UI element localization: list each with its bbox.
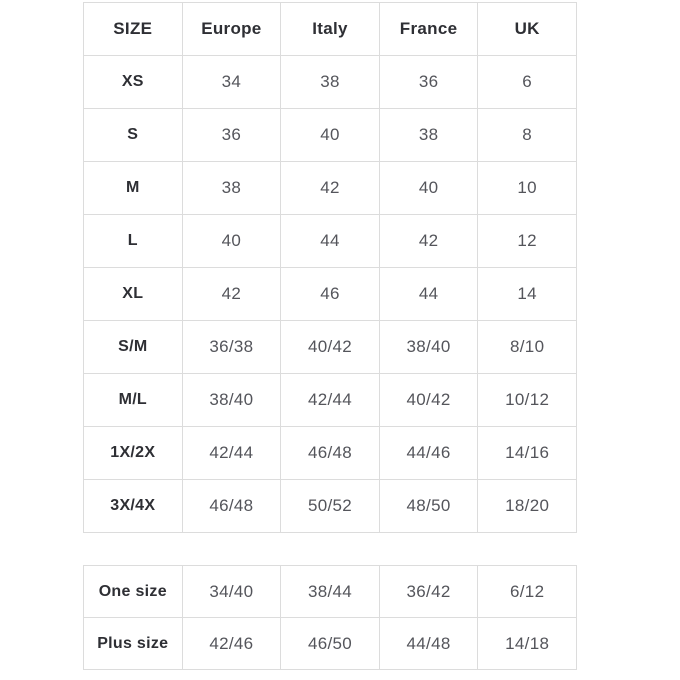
size-label-cell: S/M bbox=[84, 321, 183, 374]
size-value-cell: 14/16 bbox=[478, 427, 577, 480]
size-label-cell: M bbox=[84, 162, 183, 215]
column-header-europe: Europe bbox=[182, 3, 281, 56]
size-value-cell: 46/48 bbox=[281, 427, 380, 480]
header-row bbox=[84, 3, 577, 56]
column-header-uk: UK bbox=[478, 3, 577, 56]
table-row bbox=[84, 162, 577, 215]
size-value-cell: 8/10 bbox=[478, 321, 577, 374]
size-label-cell: XS bbox=[84, 56, 183, 109]
size-label-cell: M/L bbox=[84, 374, 183, 427]
size-value-cell: 38 bbox=[281, 56, 380, 109]
size-value-cell: 36 bbox=[182, 109, 281, 162]
size-value-cell: 42 bbox=[281, 162, 380, 215]
table-row bbox=[84, 109, 577, 162]
size-value-cell: 44 bbox=[379, 268, 478, 321]
table-row bbox=[84, 618, 577, 670]
size-value-cell: 14/18 bbox=[478, 618, 577, 670]
size-value-cell: 38/40 bbox=[182, 374, 281, 427]
size-value-cell: 40 bbox=[281, 109, 380, 162]
size-label-cell: XL bbox=[84, 268, 183, 321]
size-value-cell: 42 bbox=[379, 215, 478, 268]
size-value-cell: 42/44 bbox=[182, 427, 281, 480]
table-row bbox=[84, 427, 577, 480]
size-value-cell: 38/44 bbox=[281, 566, 380, 618]
size-value-cell: 6/12 bbox=[478, 566, 577, 618]
size-value-cell: 40 bbox=[182, 215, 281, 268]
table-row bbox=[84, 321, 577, 374]
tables-container bbox=[83, 2, 577, 670]
size-value-cell: 46 bbox=[281, 268, 380, 321]
size-value-cell: 40/42 bbox=[379, 374, 478, 427]
size-value-cell: 44 bbox=[281, 215, 380, 268]
size-value-cell: 36 bbox=[379, 56, 478, 109]
table-row bbox=[84, 480, 577, 533]
size-label-cell: L bbox=[84, 215, 183, 268]
size-value-cell: 38 bbox=[379, 109, 478, 162]
size-value-cell: 46/48 bbox=[182, 480, 281, 533]
size-value-cell: 18/20 bbox=[478, 480, 577, 533]
size-conversion-table bbox=[83, 2, 577, 533]
table-row bbox=[84, 56, 577, 109]
size-value-cell: 10 bbox=[478, 162, 577, 215]
size-value-cell: 44/48 bbox=[379, 618, 478, 670]
size-value-cell: 44/46 bbox=[379, 427, 478, 480]
size-value-cell: 36/42 bbox=[379, 566, 478, 618]
column-header-france: France bbox=[379, 3, 478, 56]
table-row bbox=[84, 215, 577, 268]
size-label-cell: One size bbox=[84, 566, 183, 618]
size-value-cell: 36/38 bbox=[182, 321, 281, 374]
size-value-cell: 14 bbox=[478, 268, 577, 321]
column-header-italy: Italy bbox=[281, 3, 380, 56]
size-value-cell: 38/40 bbox=[379, 321, 478, 374]
size-value-cell: 6 bbox=[478, 56, 577, 109]
size-label-cell: S bbox=[84, 109, 183, 162]
size-value-cell: 42/46 bbox=[182, 618, 281, 670]
size-value-cell: 8 bbox=[478, 109, 577, 162]
size-value-cell: 10/12 bbox=[478, 374, 577, 427]
size-value-cell: 46/50 bbox=[281, 618, 380, 670]
special-sizes-table bbox=[83, 565, 577, 670]
size-value-cell: 34/40 bbox=[182, 566, 281, 618]
size-value-cell: 34 bbox=[182, 56, 281, 109]
size-value-cell: 12 bbox=[478, 215, 577, 268]
size-label-cell: Plus size bbox=[84, 618, 183, 670]
size-label-cell: 3X/4X bbox=[84, 480, 183, 533]
size-value-cell: 42 bbox=[182, 268, 281, 321]
size-label-cell: 1X/2X bbox=[84, 427, 183, 480]
table-row bbox=[84, 374, 577, 427]
table-row bbox=[84, 566, 577, 618]
size-value-cell: 40/42 bbox=[281, 321, 380, 374]
column-header-size: SIZE bbox=[84, 3, 183, 56]
size-value-cell: 50/52 bbox=[281, 480, 380, 533]
size-value-cell: 48/50 bbox=[379, 480, 478, 533]
size-value-cell: 40 bbox=[379, 162, 478, 215]
table-row bbox=[84, 268, 577, 321]
size-value-cell: 38 bbox=[182, 162, 281, 215]
size-value-cell: 42/44 bbox=[281, 374, 380, 427]
